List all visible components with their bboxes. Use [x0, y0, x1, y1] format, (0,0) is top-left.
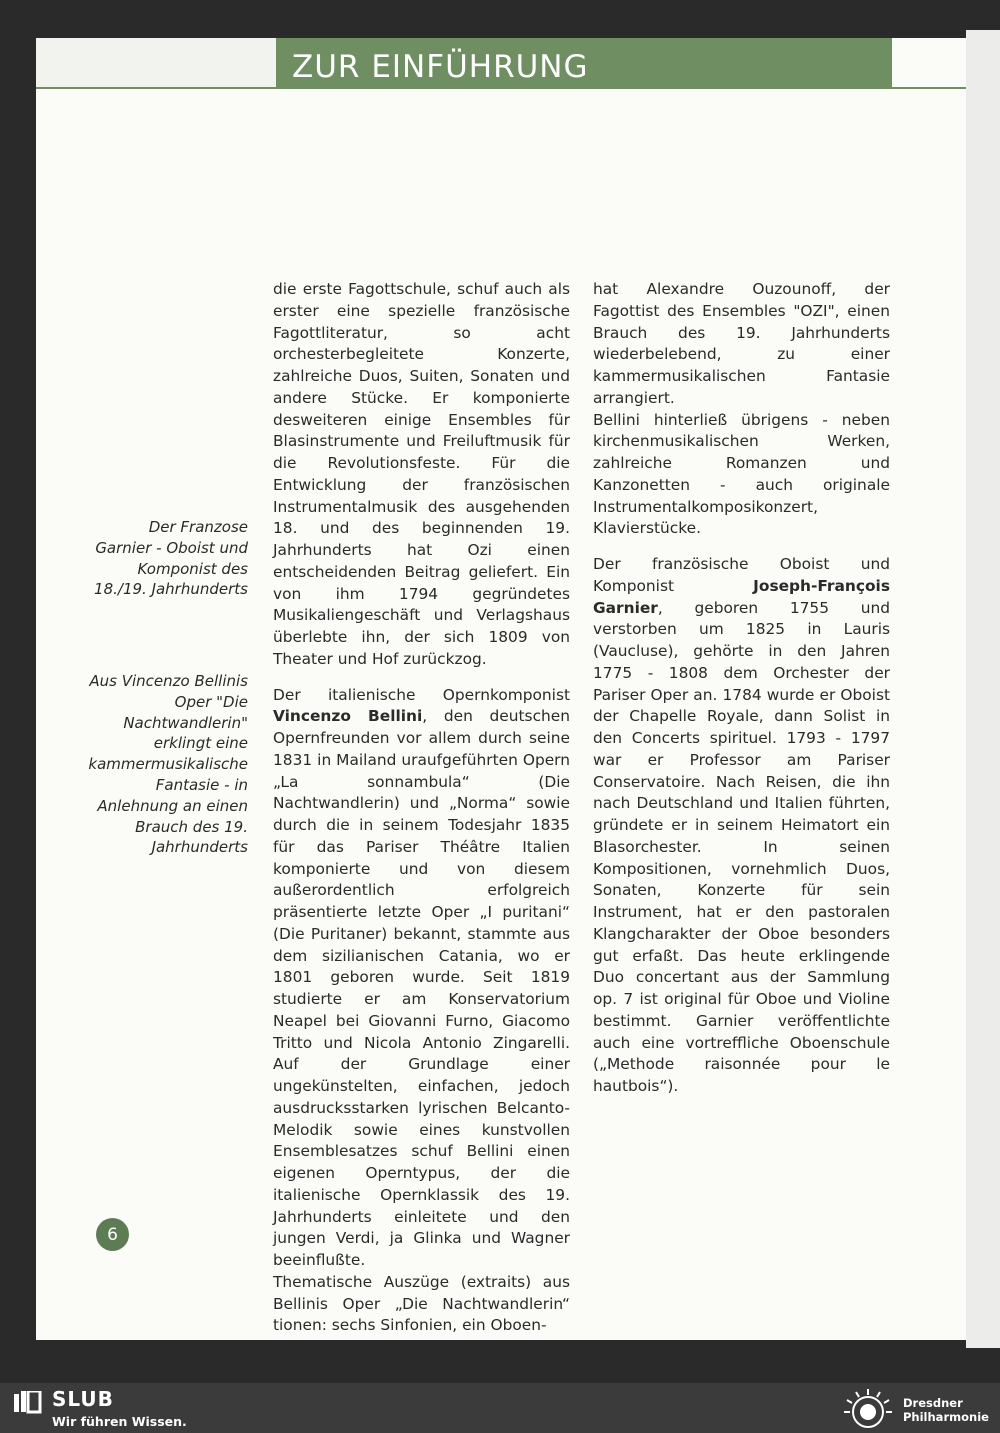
- paragraph-text: , den deutschen Opernfreunden vor allem durch seine 1831 in Mailand uraufgeführten Opern „La sonnambula“ (Die Nachtwandlerin) und „Norma“ sowie durch die in seinem Todesjahr 1835 für das Pariser Théâtre Italien komponierte und von diesem außerordentlich erfolgreich präsentierte letzte Oper „I puritani“ (Die Puritaner) bekannt, stammte aus dem sizilianischen Catania, wo er 1801 geboren wurde. Seit 1819 studierte er am Konservatorium Neapel bei Giovanni Furno, Giacomo Tritto und Nicola Antonio Zingarelli. Auf der Grundlage einer ungekünstelten, einfachen, jedoch ausdrucksstarken lyrischen Belcanto-Melodik sowie eines kunstvollen Ensemblesatzes schuf Bellini einen eigenen Operntypus, der die italienische Opernklassik des 19. Jahrhunderts einleitete und den jungen Verdi, ja Glinka und Wagner beeinflußte.: [273, 707, 571, 1269]
- header-rule: [36, 87, 966, 89]
- library-tagline: Wir führen Wissen.: [52, 1414, 187, 1429]
- sidenote-bellini: Aus Vincenzo Bellinis Oper "Die Nachtwandlerin" erklingt eine kammermusikalische Fantasie - in Anlehnung an einen Brauch des 19. Jahrhunderts: [88, 672, 248, 857]
- partner-name-line1: Dresdner: [903, 1396, 963, 1410]
- text-column-right: [593, 279, 890, 1098]
- composer-name: Joseph-François Garnier: [593, 576, 890, 617]
- text-column-left: [273, 279, 570, 1337]
- partner-name[interactable]: [903, 1396, 989, 1424]
- paragraph-text: , geboren 1755 und verstorben um 1825 in Lauris (Vaucluse), gehörte in den Jahren 1775 - 1808 dem Orchester der Pariser Oper an. 1784 wurde er Oboist der Chapelle Royale, dann Solist in den Concerts spirituel. 1793 - 1797 war er Professor am Pariser Conservatoire. Nach Reisen, die ihn nach Deutschland und Italien führten, gründete er in seinem Heimatort ein Blasorchester. In seinen Kompositionen, vornehmlich Duos, Sonaten, Konzerte für sein Instrument, hat er den pastoralen Klangcharakter der Oboe besonders gut erfaßt. Das heute erklingende Duo concertant aus der Sammlung op. 7 ist original für Oboe und Violine bestimmt. Garnier veröffentlichte auch eine vortreffliche Oboenschule („Methode raisonnée pour le hautbois“).: [593, 598, 890, 1095]
- library-name[interactable]: SLUB: [52, 1387, 114, 1411]
- paragraph: die erste Fagottschule, schuf auch als erster eine spezielle französische Fagottliteratur, so acht orchesterbegleitete Konzerte, zahlreiche Duos, Suiten, Sonaten und andere Stücke. Er komponierte desweiteren einige Ensembles für Blasinstrumente und Freiluftmusik für die Revolutionsfeste. Für die Entwicklung der französischen Instrumentalmusik des ausgehenden 18. und des beginnenden 19. Jahrhunderts hat Ozi einen entscheidenden Beitrag geliefert. Ein von ihm 1794 gegründetes Musikaliengeschäft und Verlagshaus überlebte ihn, der sich 1809 von Theater und Hof zurückzog.: [273, 280, 570, 668]
- adjacent-page-edge: [966, 30, 1000, 1348]
- paragraph: hat Alexandre Ouzounoff, der Fagottist des Ensembles "OZI", einen Brauch des 19. Jahrhunderts wiederbelebend, zu einer kammermusikalischen Fantasie arrangiert.: [593, 280, 890, 407]
- paragraph: [273, 685, 570, 1272]
- page-number: 6: [96, 1218, 129, 1251]
- paragraph-text: Der französische Oboist und Komponist: [593, 555, 890, 595]
- sidenote-garnier: Der Franzose Garnier - Oboist und Komponist des 18./19. Jahrhunderts: [94, 518, 248, 599]
- slub-logo-icon[interactable]: [14, 1391, 42, 1415]
- paragraph: Bellini hinterließ übrigens - neben kirchenmusikalischen Werken, zahlreiche Romanzen und Kanzonetten - auch originale Instrumentalkomposikonzert, Klavierstücke.: [593, 410, 890, 538]
- paragraph: Thematische Auszüge (extraits) aus Bellinis Oper „Die Nachtwandlerin“ tionen: sechs Sinfonien, ein Oboen-: [273, 1272, 570, 1335]
- paragraph: [593, 554, 890, 1098]
- philharmonie-logo-icon[interactable]: [842, 1386, 894, 1432]
- paragraph-text: Der italienische Opernkomponist: [273, 685, 570, 704]
- page-title: ZUR EINFÜHRUNG: [292, 49, 589, 85]
- partner-name-line2: Philharmonie: [903, 1410, 989, 1424]
- composer-name: Vincenzo Bellini: [273, 707, 423, 726]
